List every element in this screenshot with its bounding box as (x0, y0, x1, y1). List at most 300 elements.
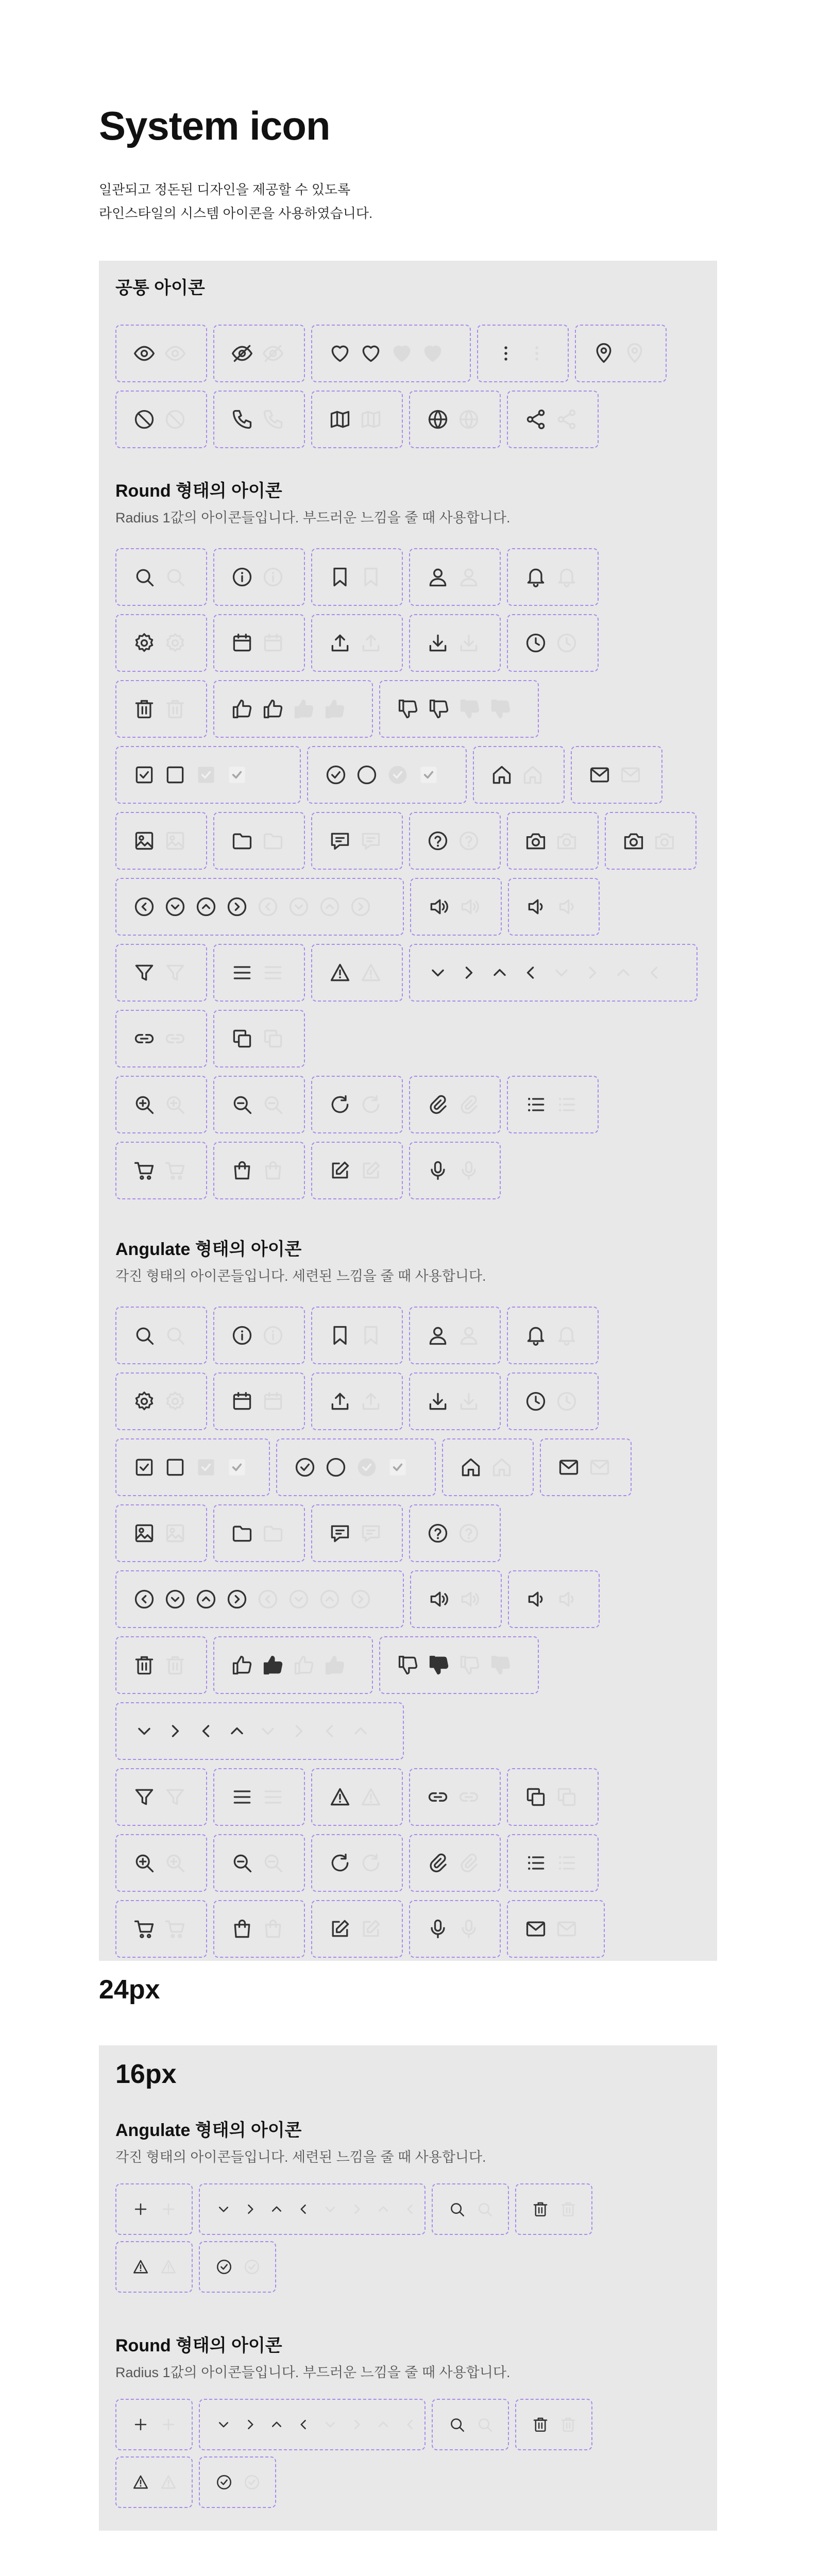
link-icon (423, 1783, 452, 1811)
bell-icon (521, 1321, 550, 1350)
filter-icon (130, 1783, 159, 1811)
checkbox-empty-icon (161, 1453, 190, 1482)
list-icon (552, 1849, 581, 1877)
icon-group-mail (507, 1900, 605, 1958)
thumbs-down-icon (394, 694, 422, 723)
search-icon (444, 2412, 470, 2437)
chevron-down-icon (318, 2196, 343, 2222)
bag-icon (259, 1156, 287, 1185)
settings-icon (130, 1387, 159, 1416)
more-icon (522, 339, 551, 368)
volume-low-icon (522, 892, 551, 921)
list-icon (521, 1090, 550, 1119)
icon-group-paperclip (409, 1834, 501, 1892)
chevron-left-icon (315, 1717, 344, 1745)
chevron-circle-up-icon (192, 892, 220, 921)
icon-group-copy (213, 1010, 305, 1067)
heart-fill-icon (418, 339, 447, 368)
icon-group-folder (213, 812, 305, 870)
user-icon (454, 563, 483, 591)
link-icon (454, 1783, 483, 1811)
search-icon (472, 2196, 498, 2222)
icon-group-warning (115, 2456, 193, 2508)
icon-group-download (409, 1372, 501, 1430)
thumbs-down-icon (424, 694, 453, 723)
share-icon (521, 405, 550, 434)
checkbox-empty-icon (161, 760, 190, 789)
chevron-up-icon (265, 2412, 290, 2437)
icon-group-cart (115, 1900, 207, 1958)
menu-icon (228, 958, 257, 987)
icon-group-trash (515, 2183, 592, 2235)
icon-group-check-circle (199, 2456, 276, 2508)
clock-icon (552, 629, 581, 657)
chevron-circle-right-icon (346, 892, 375, 921)
icon-group-chevron-down (199, 2183, 426, 2235)
bookmark-icon (326, 563, 354, 591)
chevron-right-icon (578, 958, 607, 987)
zoom-in-icon (161, 1090, 190, 1119)
icon-panel-24 (99, 261, 717, 1961)
icon-group-thumbs-up (213, 1636, 373, 1694)
clock-icon (521, 1387, 550, 1416)
mail-icon (616, 760, 645, 789)
volume-low-icon (553, 1585, 582, 1614)
checkbox-icon (130, 1453, 159, 1482)
chevron-circle-down-icon (284, 892, 313, 921)
icon-group-trash (115, 680, 207, 738)
check-circle-icon (211, 2254, 237, 2280)
icon-group-thumbs-down (379, 680, 539, 738)
upload-icon (326, 629, 354, 657)
chevron-up-icon (265, 2196, 290, 2222)
icon-group-checkbox (115, 1438, 270, 1496)
settings-icon (161, 629, 190, 657)
icon-group-warning (311, 944, 403, 1002)
map-pin-icon (620, 339, 649, 368)
plus-icon (128, 2196, 154, 2222)
icon-group-search (115, 548, 207, 606)
message-icon (326, 826, 354, 855)
thumbs-up-fill-icon (259, 1651, 287, 1680)
filter-icon (161, 958, 190, 987)
help-icon (454, 826, 483, 855)
warning-icon (356, 1783, 385, 1811)
chevron-down-icon (547, 958, 576, 987)
icon-group-mic (409, 1142, 501, 1199)
thumbs-up-fill-icon (290, 694, 318, 723)
mail-icon (552, 1914, 581, 1943)
circle-icon (352, 760, 381, 789)
volume-high-icon (424, 892, 453, 921)
chevron-up-icon (609, 958, 638, 987)
chevron-circle-up-icon (315, 1585, 344, 1614)
icon-group-thumbs-up (213, 680, 373, 738)
icon-group-chevron-down (115, 1702, 404, 1760)
zoom-out-icon (228, 1849, 257, 1877)
icon-group-map-pin (575, 325, 667, 382)
cart-icon (130, 1156, 159, 1185)
mic-icon (423, 1156, 452, 1185)
home-icon (456, 1453, 485, 1482)
filter-icon (130, 958, 159, 987)
image-icon (161, 1519, 190, 1548)
chevron-up-icon (223, 1717, 251, 1745)
size-24-label: 24px (99, 1975, 160, 2005)
search-icon (161, 563, 190, 591)
trash-icon (161, 1651, 190, 1680)
chevron-right-icon (238, 2412, 263, 2437)
warning-icon (326, 958, 354, 987)
chevron-circle-down-icon (161, 1585, 190, 1614)
chevron-circle-down-icon (161, 892, 190, 921)
icon-group-zoom-in (115, 1076, 207, 1133)
trash-icon (130, 694, 159, 723)
volume-high-icon (424, 1585, 453, 1614)
bag-icon (259, 1914, 287, 1943)
chevron-down-icon (423, 958, 452, 987)
chevron-up-icon (371, 2412, 396, 2437)
icon-group-filter (115, 1768, 207, 1826)
mail-icon (554, 1453, 583, 1482)
thumbs-up-icon (228, 1651, 257, 1680)
checkbox-fill-icon (192, 760, 220, 789)
small-angulate-desc: 각진 형태의 아이콘들입니다. 세련된 느낌을 줄 때 사용합니다. (115, 2149, 486, 2165)
heart-fill-icon (387, 339, 416, 368)
icon-group-plus (115, 2183, 193, 2235)
icon-group-phone (213, 391, 305, 448)
search-icon (161, 1321, 190, 1350)
heart-icon (356, 339, 385, 368)
round-section-title: Round 형태의 아이콘 (115, 481, 282, 501)
mail-icon (585, 760, 614, 789)
edit-icon (326, 1914, 354, 1943)
icon-group-check-circle (307, 746, 467, 804)
icon-group-help (409, 1504, 501, 1562)
icon-group-bell (507, 1307, 599, 1364)
icon-group-edit (311, 1142, 403, 1199)
calendar-icon (228, 1387, 257, 1416)
user-icon (423, 1321, 452, 1350)
chevron-right-icon (345, 2196, 369, 2222)
icon-group-warning (115, 2241, 193, 2293)
thumbs-down-icon (394, 1651, 422, 1680)
icon-group-calendar (213, 614, 305, 672)
ban-icon (130, 405, 159, 434)
chevron-circle-up-icon (315, 892, 344, 921)
settings-icon (130, 629, 159, 657)
share-icon (552, 405, 581, 434)
mic-icon (454, 1914, 483, 1943)
icon-group-chevron-down (199, 2399, 426, 2450)
edit-icon (326, 1156, 354, 1185)
folder-icon (259, 1519, 287, 1548)
icon-group-image (115, 812, 207, 870)
thumbs-up-fill-icon (320, 1651, 349, 1680)
small-round-desc: Radius 1값의 아이콘들입니다. 부드러운 느낌을 줄 때 사용합니다. (115, 2365, 511, 2380)
icon-group-bag (213, 1142, 305, 1199)
warning-icon (356, 958, 385, 987)
eye-off-icon (259, 339, 287, 368)
cart-icon (161, 1156, 190, 1185)
bookmark-icon (356, 1321, 385, 1350)
icon-group-filter (115, 944, 207, 1002)
zoom-out-icon (259, 1849, 287, 1877)
icon-group-link (409, 1768, 501, 1826)
icon-group-share (507, 391, 599, 448)
chevron-down-icon (130, 1717, 159, 1745)
check-icon (223, 1453, 251, 1482)
link-icon (130, 1024, 159, 1053)
warning-icon (128, 2254, 154, 2280)
warning-icon (326, 1783, 354, 1811)
search-icon (472, 2412, 498, 2437)
link-icon (161, 1024, 190, 1053)
chevron-left-icon (640, 958, 669, 987)
icon-group-search (115, 1307, 207, 1364)
eye-icon (161, 339, 190, 368)
more-icon (491, 339, 520, 368)
icon-group-volume-low (508, 878, 600, 936)
chevron-circle-right-icon (346, 1585, 375, 1614)
check-circle-icon (239, 2469, 265, 2495)
icon-group-calendar (213, 1372, 305, 1430)
icon-group-zoom-in (115, 1834, 207, 1892)
download-icon (454, 1387, 483, 1416)
globe-icon (454, 405, 483, 434)
warning-icon (156, 2254, 181, 2280)
small-angulate-title: Angulate 형태의 아이콘 (115, 2121, 302, 2140)
icon-group-edit (311, 1900, 403, 1958)
small-round-title: Round 형태의 아이콘 (115, 2336, 282, 2355)
check-circle-icon (239, 2254, 265, 2280)
copy-icon (521, 1783, 550, 1811)
chevron-circle-right-icon (223, 1585, 251, 1614)
camera-icon (650, 826, 679, 855)
cart-icon (130, 1914, 159, 1943)
chevron-left-icon (192, 1717, 220, 1745)
check-circle-fill-icon (383, 760, 412, 789)
help-icon (423, 826, 452, 855)
chevron-down-icon (253, 1717, 282, 1745)
icon-group-copy (507, 1768, 599, 1826)
chevron-circle-left-icon (253, 892, 282, 921)
icon-group-checkbox (115, 746, 301, 804)
image-icon (161, 826, 190, 855)
map-icon (326, 405, 354, 434)
icon-group-thumbs-down (379, 1636, 539, 1694)
check-circle-icon (291, 1453, 319, 1482)
page-title: System icon (99, 103, 330, 148)
plus-icon (128, 2412, 154, 2437)
list-icon (552, 1090, 581, 1119)
zoom-in-icon (161, 1849, 190, 1877)
paperclip-icon (454, 1090, 483, 1119)
ban-icon (161, 405, 190, 434)
globe-icon (423, 405, 452, 434)
icon-group-download (409, 614, 501, 672)
message-icon (326, 1519, 354, 1548)
icon-group-check-circle (199, 2241, 276, 2293)
home-icon (487, 1453, 516, 1482)
icon-group-clock (507, 614, 599, 672)
mail-icon (585, 1453, 614, 1482)
icon-panel-16 (99, 2045, 717, 2531)
warning-icon (156, 2469, 181, 2495)
check-circle-icon (211, 2469, 237, 2495)
list-icon (521, 1849, 550, 1877)
chevron-left-icon (291, 2412, 316, 2437)
mail-icon (521, 1914, 550, 1943)
clock-icon (552, 1387, 581, 1416)
bag-icon (228, 1156, 257, 1185)
icon-group-info (213, 1307, 305, 1364)
icon-group-volume-high (410, 1570, 502, 1628)
thumbs-up-icon (228, 694, 257, 723)
bell-icon (552, 563, 581, 591)
icon-group-bell (507, 548, 599, 606)
folder-icon (259, 826, 287, 855)
bell-icon (552, 1321, 581, 1350)
zoom-in-icon (130, 1849, 159, 1877)
thumbs-down-fill-icon (424, 1651, 453, 1680)
camera-icon (619, 826, 648, 855)
icon-group-check-circle (276, 1438, 436, 1496)
volume-high-icon (455, 1585, 484, 1614)
clock-icon (521, 629, 550, 657)
checkbox-icon (130, 760, 159, 789)
icon-group-info (213, 548, 305, 606)
image-icon (130, 1519, 159, 1548)
icon-group-cart (115, 1142, 207, 1199)
trash-icon (528, 2196, 553, 2222)
chevron-circle-up-icon (192, 1585, 220, 1614)
icon-group-mic (409, 1900, 501, 1958)
home-icon (487, 760, 516, 789)
icon-group-more (477, 325, 569, 382)
download-icon (423, 629, 452, 657)
icon-group-trash (115, 1636, 207, 1694)
icon-group-menu (213, 1768, 305, 1826)
icon-group-clock (507, 1372, 599, 1430)
folder-icon (228, 826, 257, 855)
icon-group-settings (115, 1372, 207, 1430)
trash-icon (130, 1651, 159, 1680)
trash-icon (161, 694, 190, 723)
chevron-down-icon (211, 2196, 236, 2222)
icon-group-ban (115, 391, 207, 448)
chevron-circle-right-icon (223, 892, 251, 921)
icon-group-bookmark (311, 1307, 403, 1364)
icon-group-link (115, 1010, 207, 1067)
calendar-icon (259, 1387, 287, 1416)
icon-group-message (311, 1504, 403, 1562)
icon-group-help (409, 812, 501, 870)
chevron-circle-left-icon (130, 1585, 159, 1614)
help-icon (423, 1519, 452, 1548)
paperclip-icon (454, 1849, 483, 1877)
icon-group-camera (507, 812, 599, 870)
chevron-right-icon (454, 958, 483, 987)
user-icon (454, 1321, 483, 1350)
message-icon (356, 1519, 385, 1548)
icon-group-image (115, 1504, 207, 1562)
eye-icon (130, 339, 159, 368)
zoom-out-icon (228, 1090, 257, 1119)
copy-icon (552, 1783, 581, 1811)
bag-icon (228, 1914, 257, 1943)
menu-icon (259, 958, 287, 987)
trash-icon (555, 2196, 581, 2222)
size-16-label: 16px (115, 2059, 177, 2089)
round-section-desc: Radius 1값의 아이콘들입니다. 부드러운 느낌을 줄 때 사용합니다. (115, 510, 511, 526)
chevron-down-icon (318, 2412, 343, 2437)
chevron-left-icon (291, 2196, 316, 2222)
check-circle-fill-icon (352, 1453, 381, 1482)
icon-group-home (442, 1438, 534, 1496)
bookmark-icon (356, 563, 385, 591)
plus-icon (156, 2196, 181, 2222)
thumbs-down-fill-icon (486, 1651, 515, 1680)
chevron-circle-left-icon (253, 1585, 282, 1614)
info-icon (259, 1321, 287, 1350)
plus-icon (156, 2412, 181, 2437)
heart-icon (326, 339, 354, 368)
filter-icon (161, 1783, 190, 1811)
check-icon (414, 760, 443, 789)
eye-off-icon (228, 339, 257, 368)
icon-group-bag (213, 1900, 305, 1958)
chevron-circle-down-icon (284, 1585, 313, 1614)
icon-group-volume-high (410, 878, 502, 936)
icon-group-camera (605, 812, 696, 870)
icon-group-mail (571, 746, 662, 804)
icon-group-volume-low (508, 1570, 600, 1628)
icon-group-upload (311, 614, 403, 672)
calendar-icon (259, 629, 287, 657)
search-icon (130, 563, 159, 591)
intro-line-1: 일관되고 정돈된 디자인을 제공할 수 있도록 (99, 182, 351, 197)
warning-icon (128, 2469, 154, 2495)
icon-group-list (507, 1076, 599, 1133)
bell-icon (521, 563, 550, 591)
refresh-icon (326, 1090, 354, 1119)
chevron-left-icon (516, 958, 545, 987)
icon-group-globe (409, 391, 501, 448)
icon-group-mail (540, 1438, 632, 1496)
check-icon (223, 760, 251, 789)
home-icon (518, 760, 547, 789)
angulate-section-title: Angulate 형태의 아이콘 (115, 1240, 302, 1259)
icon-group-zoom-out (213, 1076, 305, 1133)
paperclip-icon (423, 1090, 452, 1119)
chevron-down-icon (211, 2412, 236, 2437)
icon-group-search (432, 2399, 509, 2450)
info-icon (228, 1321, 257, 1350)
volume-high-icon (455, 892, 484, 921)
thumbs-down-fill-icon (455, 694, 484, 723)
icon-group-paperclip (409, 1076, 501, 1133)
map-icon (356, 405, 385, 434)
chevron-right-icon (161, 1717, 190, 1745)
thumbs-down-icon (455, 1651, 484, 1680)
circle-icon (321, 1453, 350, 1482)
icon-group-refresh (311, 1076, 403, 1133)
icon-group-search (432, 2183, 509, 2235)
upload-icon (356, 629, 385, 657)
trash-icon (528, 2412, 553, 2437)
camera-icon (552, 826, 581, 855)
